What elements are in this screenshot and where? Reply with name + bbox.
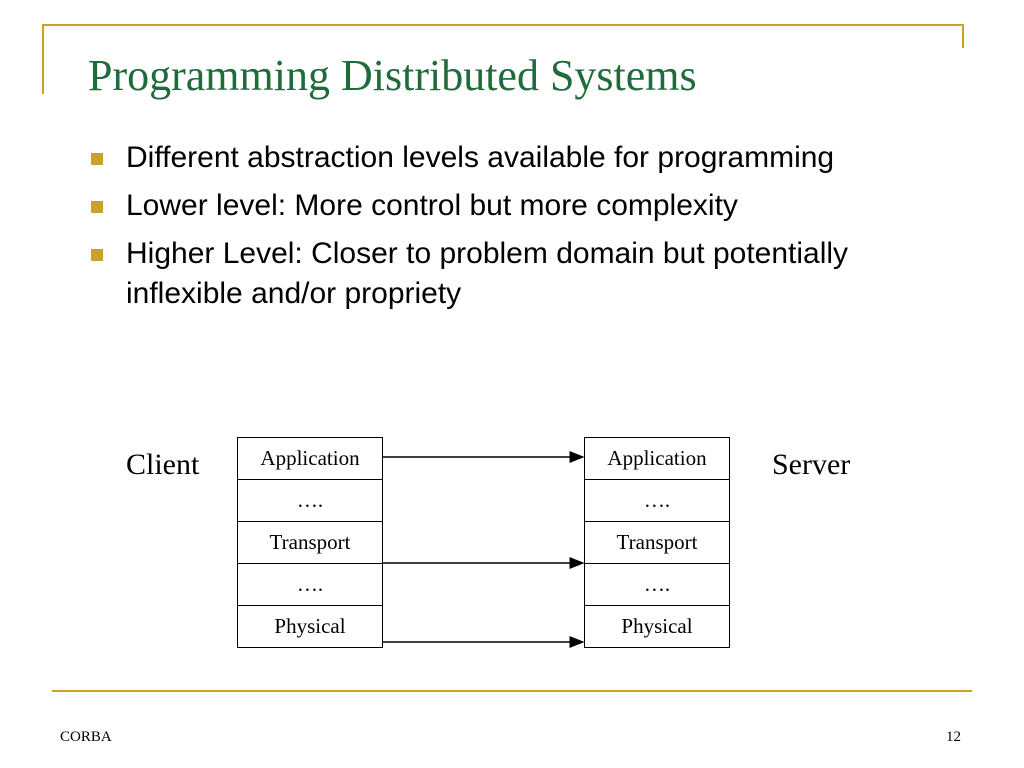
page-number: 12 (946, 729, 961, 745)
client-label: Client (126, 448, 200, 481)
server-layer-transport: Transport (585, 522, 729, 564)
footer-title: CORBA (60, 729, 112, 745)
bullet-text: Higher Level: Closer to problem domain but potentially inflexible and/or propriety (126, 237, 849, 310)
server-layer-ellipsis: …. (585, 480, 729, 522)
client-layer-ellipsis: …. (238, 564, 382, 606)
client-layer-ellipsis: …. (238, 480, 382, 522)
client-layer-transport: Transport (238, 522, 382, 564)
server-layer-physical: Physical (621, 614, 693, 638)
bullet-text: Lower level: More control but more complexity (126, 189, 738, 222)
server-layer-ellipsis: …. (585, 564, 729, 606)
bullet-text: Different abstraction levels available for programming (126, 141, 835, 174)
client-layer-application: Application (238, 438, 382, 480)
client-layer-physical: Physical (274, 614, 346, 638)
slide-title: Programming Distributed Systems (88, 51, 697, 100)
server-label: Server (772, 448, 851, 481)
footer-divider (52, 690, 972, 692)
server-layer-application: Application (585, 438, 729, 480)
